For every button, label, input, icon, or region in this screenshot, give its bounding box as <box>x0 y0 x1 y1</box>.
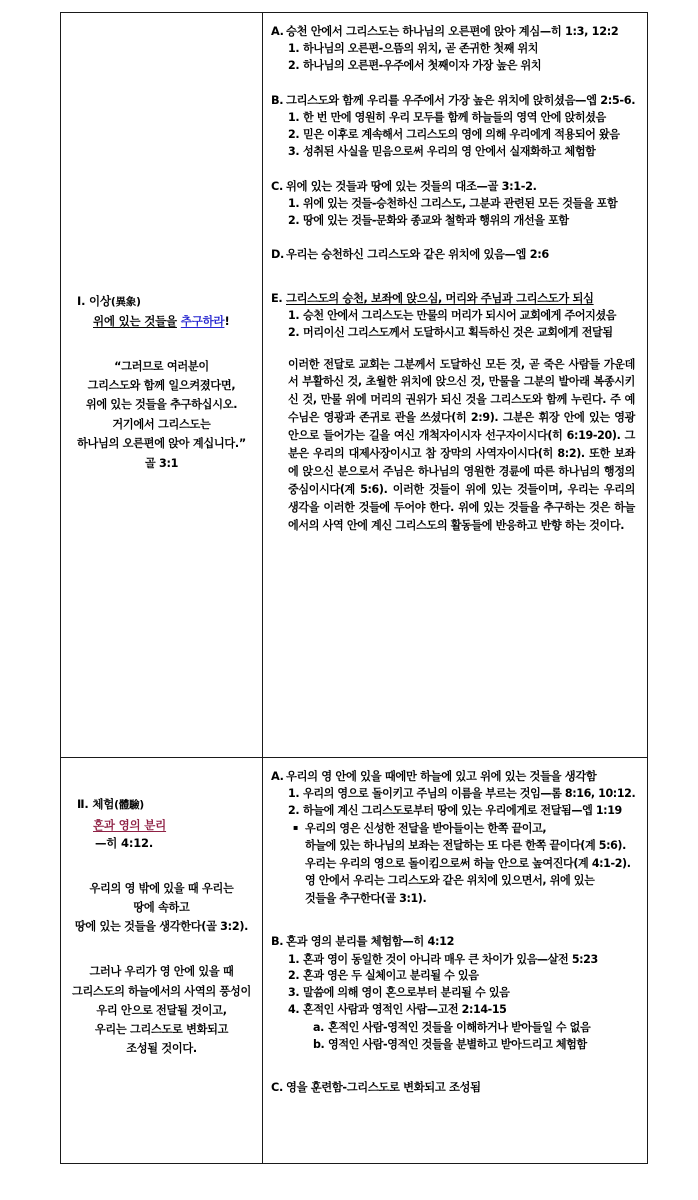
outline-text: 우리의 영 안에 있을 때에만 하늘에 있고 위에 있는 것들을 생각함 <box>286 770 597 783</box>
outline-text: 그리스도의 승천, 보좌에 앉으심, 머리와 주님과 그리스도가 되심 <box>286 291 594 305</box>
outline-item-a <box>271 23 637 40</box>
marker: b. <box>313 1038 325 1052</box>
outline-group-e <box>271 290 637 536</box>
marker: C. <box>271 179 283 193</box>
quote-line: 위에 있는 것들을 추구하십시오. <box>85 398 238 412</box>
section-1-heading <box>69 293 254 311</box>
outline-text: 하나님의 오른편-으뜸의 위치, 곧 존귀한 첫째 위치 <box>303 42 539 56</box>
outline-text: 우리는 승천하신 그리스도와 같은 위치에 있음—엡 2:6 <box>286 248 549 262</box>
section-2-heading <box>69 796 254 814</box>
note-line: 우리 안으로 전달될 것이고, <box>96 1003 227 1017</box>
marker: 2. <box>288 59 300 73</box>
marker: A. <box>271 25 284 38</box>
outline-subitem <box>271 985 637 1002</box>
outline-text: 그리스도와 함께 우리를 우주에서 가장 높은 위치에 앉히셨음—엡 2:5-6. <box>286 93 636 107</box>
section-1-body-paragraph: 이러한 전달로 교회는 그분께서 도달하신 모든 것, 곧 죽은 사람들 가운데서 부활하신 것, 초월한 위치에 앉으신 것, 만물을 그분의 발아래 복종시키신 것, 만물 위에 머리의 권위가 되신 것을 그리스도와 함께 누린다. 주 예수님은 영광과 존귀로 관을 쓰셨다(히 2:9). 그분은 휘장 안에 있는 영광 안으로 들어가는 길을 여신 개척자이시자 선구자이시다(히 6:19-20). 그분은 우리의 대제사장이시고 참 장막의 사역자이시다(히 8:2). 또한 보좌에 앉으신 분으로서 주님은 하나님의 영원한 경륜에 따른 하나님의 행정의 중심이시다(계 5:6). 이러한 것들이 위에 있는 것들이며, 우리는 우리의 생각을 이러한 것들에 두어야 한다. 위에 있는 것들을 추구하는 것은 하늘에서의 사역 안에 계신 그리스도의 활동들에 반응하고 반향 하는 것이다. <box>288 357 635 533</box>
section-1-heading-hanja: (異象) <box>110 295 141 308</box>
marker: B. <box>271 93 284 107</box>
quote-line: 그리스도와 함께 일으켜졌다면, <box>87 379 236 393</box>
outline-item-d <box>271 246 637 263</box>
outline-bullet-item <box>271 820 637 908</box>
outline-subitem <box>271 127 637 144</box>
marker: 1. <box>288 308 300 322</box>
outline-subitem <box>271 196 637 213</box>
outline-subsubitem <box>271 1019 637 1036</box>
outline-text: 우리의 영으로 돌이키고 주님의 이름을 부르는 것임—롬 8:16, 10:12. <box>303 787 636 801</box>
outline-subitem <box>271 786 637 803</box>
outline-item-e <box>271 290 637 307</box>
marker: 3. <box>288 144 300 158</box>
bullet-line: 우리의 영은 신성한 전달을 받아들이는 한쪽 끝이고, <box>305 821 547 835</box>
outline-group-a2 <box>271 768 637 907</box>
outline-text: 위에 있는 것들과 땅에 있는 것들의 대조—골 3:1-2. <box>286 179 537 193</box>
section-1-heading-main: Ⅰ. 이상 <box>77 293 111 308</box>
note-line: 땅에 속하고 <box>133 900 190 914</box>
quote-line: 거기에서 그리스도는 <box>112 417 211 431</box>
outline-subitem <box>271 213 637 230</box>
section-2-reference: —히 4:12. <box>95 836 153 851</box>
marker: 2. <box>288 969 300 983</box>
note-line: 땅에 있는 것들을 생각한다(골 3:2). <box>74 920 249 934</box>
outline-text: 승천 안에서 그리스도는 하나님의 오른편에 앉아 계심—히 1:3, 12:2 <box>286 25 619 38</box>
marker: 1. <box>288 787 300 801</box>
outline-item-a <box>271 768 637 785</box>
marker: 2. <box>288 325 300 339</box>
note-line: 우리는 그리스도로 변화되고 <box>94 1023 229 1037</box>
section-1-subtitle <box>69 312 254 330</box>
outline-bullet-text <box>305 820 637 908</box>
outline-text: 승천 안에서 그리스도는 만물의 머리가 되시어 교회에게 주어지셨음 <box>303 308 617 322</box>
marker: a. <box>313 1021 324 1035</box>
outline-subitem <box>271 58 637 75</box>
outline-text: 땅에 있는 것들-문화와 종교와 철학과 행위의 개선을 포함 <box>303 213 569 227</box>
section-2-note-2 <box>69 962 254 1058</box>
marker: 1. <box>288 952 300 966</box>
marker: B. <box>271 935 284 949</box>
spacer <box>271 281 637 290</box>
section-2-heading-hanja: (體驗) <box>114 799 144 811</box>
outline-text: 혼과 영이 동일한 것이 아니라 매우 큰 차이가 있음—살전 5:23 <box>303 952 598 966</box>
quote-line: 하나님의 오른편에 앉아 계십니다.” <box>77 436 246 450</box>
outline-text: 혼과 영은 두 실체이고 분리될 수 있음 <box>303 969 479 983</box>
outline-subitem <box>271 325 637 342</box>
table-row-section-2 <box>61 758 648 1164</box>
note-line: 그리스도의 하늘에서의 사역의 풍성이 <box>72 984 251 998</box>
outline-group-b2 <box>271 933 637 1053</box>
section-1-right-cell <box>263 13 648 758</box>
spacer <box>271 924 637 933</box>
bullet-line: 것들을 추구한다(골 3:1). <box>305 891 427 905</box>
section-2-left-cell <box>61 758 263 1164</box>
outline-item-b <box>271 92 637 109</box>
square-bullet-icon: ▪ <box>293 822 299 832</box>
outline-text: 하늘에 계신 그리스도로부터 땅에 있는 우리에게로 전달됨—엡 1:19 <box>303 804 622 818</box>
bullet-line: 하늘에 있는 하나님의 보좌는 전달하는 또 다른 한쪽 끝이다(계 5:6). <box>305 839 626 853</box>
marker: 2. <box>288 804 300 818</box>
outline-text: 혼과 영의 분리를 체험함—히 4:12 <box>286 935 455 949</box>
outline-text: 믿은 이후로 계속해서 그리스도의 영에 의해 우리에게 적용되어 왔음 <box>303 127 620 141</box>
marker: 2. <box>288 213 300 227</box>
marker: 4. <box>288 1003 300 1017</box>
section-2-heading-main: Ⅱ. 체험 <box>77 797 115 811</box>
outline-text: 하나님의 오른편-우주에서 첫째이자 가장 높은 위치 <box>303 59 542 73</box>
section-2-subtitle <box>69 816 254 834</box>
marker: C. <box>271 1081 283 1095</box>
note-line: 그러나 우리가 영 안에 있을 때 <box>89 965 234 979</box>
section-2-note-1 <box>69 879 254 937</box>
outline-subitem <box>271 803 637 820</box>
marker: D. <box>271 248 284 262</box>
marker: 2. <box>288 127 300 141</box>
section-1-subtitle-part1: 위에 있는 것들을 <box>93 314 177 329</box>
outline-text: 혼적인 사람-영적인 것들을 이해하거나 받아들일 수 없음 <box>328 1021 591 1035</box>
outline-text: 한 번 만에 영원히 우리 모두를 함께 하늘들의 영역 안에 앉히셨음 <box>303 111 606 125</box>
section-1-left-cell <box>61 13 263 758</box>
outline-subitem <box>271 110 637 127</box>
section-2-subtitle-text: 혼과 영의 분리 <box>93 817 167 832</box>
marker: 1. <box>288 42 300 56</box>
section-1-quote <box>69 357 254 474</box>
section-1-subtitle-suffix: ! <box>224 314 230 329</box>
outline-text: 성취된 사실을 믿음으로써 우리의 영 안에서 실재화하고 체험함 <box>303 144 596 158</box>
outline-subitem <box>271 1002 637 1019</box>
outline-group-a <box>271 23 637 75</box>
section-1-subtitle-link[interactable]: 추구하라 <box>180 314 225 329</box>
marker: A. <box>271 770 284 783</box>
quote-line: “그러므로 여러분이 <box>114 359 209 373</box>
outline-group-c <box>271 178 637 230</box>
outline-subsubitem <box>271 1036 637 1053</box>
spacer <box>271 1070 637 1079</box>
outline-text: 영을 훈련함-그리스도로 변화되고 조성됨 <box>286 1081 481 1095</box>
outline-text: 혼적인 사람과 영적인 사람—고전 2:14-15 <box>303 1003 507 1017</box>
outline-text: 영적인 사람-영적인 것들을 분별하고 받아드리고 체험함 <box>328 1038 587 1052</box>
marker: 3. <box>288 986 300 1000</box>
table-row-section-1 <box>61 13 648 758</box>
bullet-line: 영 안에서 우리는 그리스도와 같은 위치에 있으면서, 위에 있는 <box>305 874 595 888</box>
outline-subitem <box>271 41 637 58</box>
outline-text: 말씀에 의해 영이 혼으로부터 분리될 수 있음 <box>303 986 510 1000</box>
outline-item-b <box>271 933 637 950</box>
outline-table <box>60 12 648 1164</box>
outline-subitem <box>271 144 637 161</box>
outline-group-d <box>271 246 637 263</box>
outline-group-b <box>271 92 637 161</box>
section-2-right-cell <box>263 758 648 1164</box>
outline-subitem <box>271 968 637 985</box>
outline-subitem <box>271 952 637 969</box>
outline-text: 머리이신 그리스도께서 도달하시고 획득하신 것은 교회에게 전달됨 <box>303 325 613 339</box>
marker: E. <box>271 291 283 305</box>
outline-subitem <box>271 308 637 325</box>
outline-group-c2 <box>271 1079 637 1096</box>
section-1-quote-reference: 골 3:1 <box>144 457 179 471</box>
outline-item-c <box>271 1079 637 1096</box>
note-line: 우리의 영 밖에 있을 때 우리는 <box>89 881 234 895</box>
outline-item-c <box>271 178 637 195</box>
outline-text: 위에 있는 것들-승천하신 그리스도, 그분과 관련된 모든 것들을 포함 <box>303 196 618 210</box>
marker: 1. <box>288 111 300 125</box>
note-line: 조성될 것이다. <box>126 1042 197 1056</box>
bullet-line: 우리는 우리의 영으로 돌이킴으로써 하늘 안으로 높여진다(계 4:1-2). <box>305 856 631 870</box>
marker: 1. <box>288 196 300 210</box>
